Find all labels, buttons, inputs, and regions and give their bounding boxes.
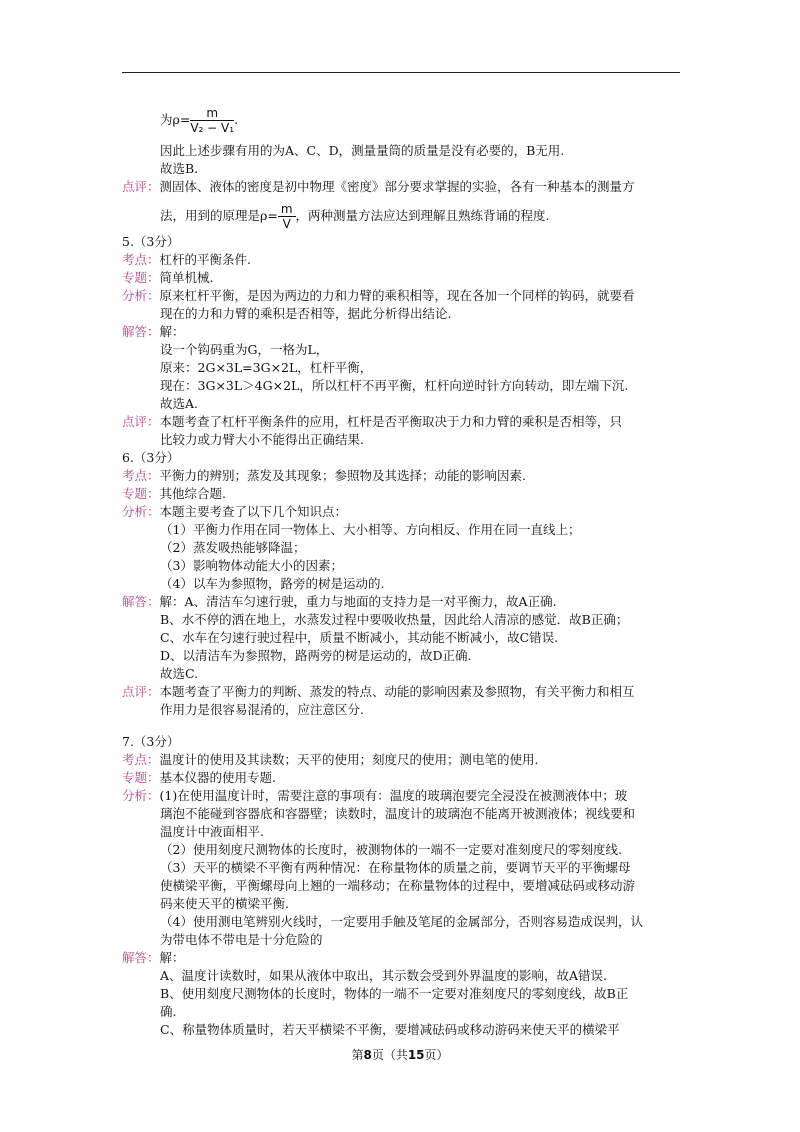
dianping-label: 点评： bbox=[122, 414, 160, 429]
density-formula-line bbox=[160, 106, 238, 135]
dianping-row bbox=[122, 414, 622, 430]
kaodian-label: 考点： bbox=[122, 468, 160, 483]
review-text: 法，用到的原理是ρ= bbox=[160, 208, 278, 223]
total-page-count: 15 bbox=[407, 1048, 425, 1062]
zhuanti-row bbox=[122, 270, 214, 286]
footer-text: 页） bbox=[424, 1048, 449, 1062]
q4-review-line2 bbox=[160, 202, 550, 231]
fenxi-text: 温度计中液面相平. bbox=[160, 824, 264, 839]
question-heading: 5.（3分） bbox=[122, 234, 180, 249]
zhuanti-label: 专题： bbox=[122, 270, 160, 285]
kaodian-text: 平衡力的辨别；蒸发及其现象；参照物及其选择；动能的影响因素. bbox=[159, 468, 526, 483]
current-page-number: 8 bbox=[363, 1048, 372, 1062]
zhuanti-text: 简单机械. bbox=[159, 270, 214, 285]
solution-line: 确. bbox=[160, 1004, 177, 1019]
question-heading: 6.（3分） bbox=[122, 450, 180, 465]
solution-line: A、温度计读数时，如果从液体中取出，其示数会受到外界温度的影响，故A错误. bbox=[160, 968, 608, 983]
dianping-text: 本题考查了杠杆平衡条件的应用，杠杆是否平衡取决于力和力臂的乘积是否相等，只 bbox=[159, 414, 623, 429]
solution-line: 设一个钩码重为G，一格为L， bbox=[160, 342, 329, 357]
dianping-text: 作用力是很容易混淆的，应注意区分. bbox=[160, 702, 364, 717]
solution-line: D、以清洁车为参照物，路两旁的树是运动的，故D正确. bbox=[160, 648, 472, 663]
kaodian-label: 考点： bbox=[122, 752, 160, 767]
solution-line: C、称量物体质量时，若天平横梁不平衡，要增减砝码或移动游码来使天平的横梁平 bbox=[160, 1022, 620, 1037]
dianping-row bbox=[122, 684, 635, 700]
jieda-label: 解答： bbox=[122, 324, 160, 339]
footer-text: 第 bbox=[351, 1048, 364, 1062]
fenxi-row bbox=[122, 504, 347, 520]
solution-line: 现在：3G×3L＞4G×2L，所以杠杆不再平衡，杠杆向逆时针方向转动，即左端下沉. bbox=[160, 378, 629, 393]
jieda-row bbox=[122, 324, 185, 340]
zhuanti-label: 专题： bbox=[122, 486, 160, 501]
header-rule bbox=[122, 72, 680, 73]
q4-review bbox=[122, 179, 635, 195]
zhuanti-text: 其他综合题. bbox=[159, 486, 226, 501]
fenxi-row bbox=[122, 288, 635, 304]
question-heading: 7.（3分） bbox=[122, 734, 180, 749]
formula-prefix: 为ρ= bbox=[160, 112, 191, 127]
kaodian-row bbox=[122, 252, 251, 268]
q4-text-line: 故选B. bbox=[160, 161, 199, 176]
solution-line: 故选C. bbox=[160, 666, 199, 681]
knowledge-point: （2）蒸发吸热能够降温； bbox=[160, 540, 306, 555]
solution-line: B、使用刻度尺测物体的长度时，物体的一端不一定要对准刻度尺的零刻度线，故B正 bbox=[160, 986, 629, 1001]
solution-line: 原来：2G×3L=3G×2L，杠杆平衡， bbox=[160, 360, 373, 375]
fenxi-text: 使横梁平衡，平衡螺母向上翘的一端移动；在称量物体的过程中，要增减砝码或移动游 bbox=[160, 878, 636, 893]
dianping-text: 比较力或力臂大小不能得出正确结果. bbox=[160, 432, 364, 447]
solution-line: B、水不停的洒在地上，水蒸发过程中要吸收热量，因此给人清凉的感觉．故B正确； bbox=[160, 612, 629, 627]
zhuanti-text: 基本仪器的使用专题. bbox=[159, 770, 276, 785]
knowledge-point: （3）影响物体动能大小的因素； bbox=[160, 558, 343, 573]
formula-denominator: V₂ − V₁ bbox=[190, 121, 235, 135]
formula-numerator: m bbox=[190, 106, 234, 121]
fenxi-text: 原来杠杆平衡，是因为两边的力和力臂的乘积相等，现在各加一个同样的钩码，就要看 bbox=[159, 288, 635, 303]
zhuanti-row bbox=[122, 770, 276, 786]
q4-text-line: 因此上述步骤有用的为A、C、D，测量量筒的质量是没有必要的，B无用. bbox=[160, 143, 565, 158]
page-footer bbox=[0, 1046, 800, 1063]
knowledge-point: （1）平衡力作用在同一物体上、大小相等、方向相反、作用在同一直线上； bbox=[160, 522, 581, 537]
solution-line: C、水车在匀速行驶过程中，质量不断减小，其动能不断减小，故C错误. bbox=[160, 630, 559, 645]
jieda-text: 解： bbox=[159, 950, 185, 965]
review-fraction bbox=[278, 202, 296, 231]
kaodian-row bbox=[122, 752, 539, 768]
knowledge-point: （4）以车为参照物，路旁的树是运动的. bbox=[160, 576, 385, 591]
jieda-row bbox=[122, 950, 185, 966]
jieda-row bbox=[122, 594, 557, 610]
fenxi-text: （3）天平的横梁不平衡有两种情况：在称量物体的质量之前，要调节天平的平衡螺母 bbox=[160, 860, 631, 875]
fenxi-text: 璃泡不能碰到容器底和容器壁；读数时，温度计的玻璃泡不能离开被测液体；视线要和 bbox=[160, 806, 636, 821]
jieda-text: 解： bbox=[159, 324, 185, 339]
formula-fraction bbox=[190, 106, 234, 135]
fraction-denominator: V bbox=[282, 217, 291, 231]
dianping-label: 点评： bbox=[122, 684, 160, 699]
footer-text: 页（共 bbox=[371, 1048, 408, 1062]
fenxi-text: 本题主要考查了以下几个知识点： bbox=[159, 504, 348, 519]
fenxi-text: 为带电体不带电是十分危险的 bbox=[160, 932, 323, 947]
fenxi-label: 分析： bbox=[122, 788, 160, 803]
fraction-numerator: m bbox=[278, 202, 296, 217]
jieda-label: 解答： bbox=[122, 594, 160, 609]
fenxi-row bbox=[122, 788, 627, 804]
fenxi-text: （4）使用测电笔辨别火线时，一定要用手触及笔尾的金属部分，否则容易造成误判，认 bbox=[160, 914, 643, 929]
kaodian-text: 杠杆的平衡条件. bbox=[159, 252, 251, 267]
formula-suffix: . bbox=[234, 112, 239, 127]
kaodian-text: 温度计的使用及其读数；天平的使用；刻度尺的使用；测电笔的使用. bbox=[159, 752, 539, 767]
zhuanti-row bbox=[122, 486, 226, 502]
fenxi-text: （2）使用刻度尺测物体的长度时，被测物体的一端不一定要对准刻度尺的零刻度线. bbox=[160, 842, 622, 857]
solution-line: 解：A、清洁车匀速行驶，重力与地面的支持力是一对平衡力，故A正确. bbox=[159, 594, 557, 609]
fenxi-label: 分析： bbox=[122, 288, 160, 303]
fenxi-label: 分析： bbox=[122, 504, 160, 519]
kaodian-label: 考点： bbox=[122, 252, 160, 267]
solution-line: 故选A. bbox=[160, 396, 199, 411]
review-text: ，两种测量方法应达到理解且熟练背诵的程度. bbox=[295, 208, 550, 223]
zhuanti-label: 专题： bbox=[122, 770, 160, 785]
review-label: 点评： bbox=[122, 179, 160, 194]
fenxi-text: 现在的力和力臂的乘积是否相等，据此分析得出结论. bbox=[160, 306, 452, 321]
dianping-text: 本题考查了平衡力的判断、蒸发的特点、动能的影响因素及参照物，有关平衡力和相互 bbox=[159, 684, 635, 699]
jieda-label: 解答： bbox=[122, 950, 160, 965]
kaodian-row bbox=[122, 468, 526, 484]
fenxi-text: 码来使天平的横梁平衡. bbox=[160, 896, 289, 911]
review-text: 测固体、液体的密度是初中物理《密度》部分要求掌握的实验，各有一种基本的测量方 bbox=[159, 179, 635, 194]
fenxi-text: (1)在使用温度计时，需要注意的事项有：温度的玻璃泡要完全浸没在被测液体中；玻 bbox=[159, 788, 628, 803]
